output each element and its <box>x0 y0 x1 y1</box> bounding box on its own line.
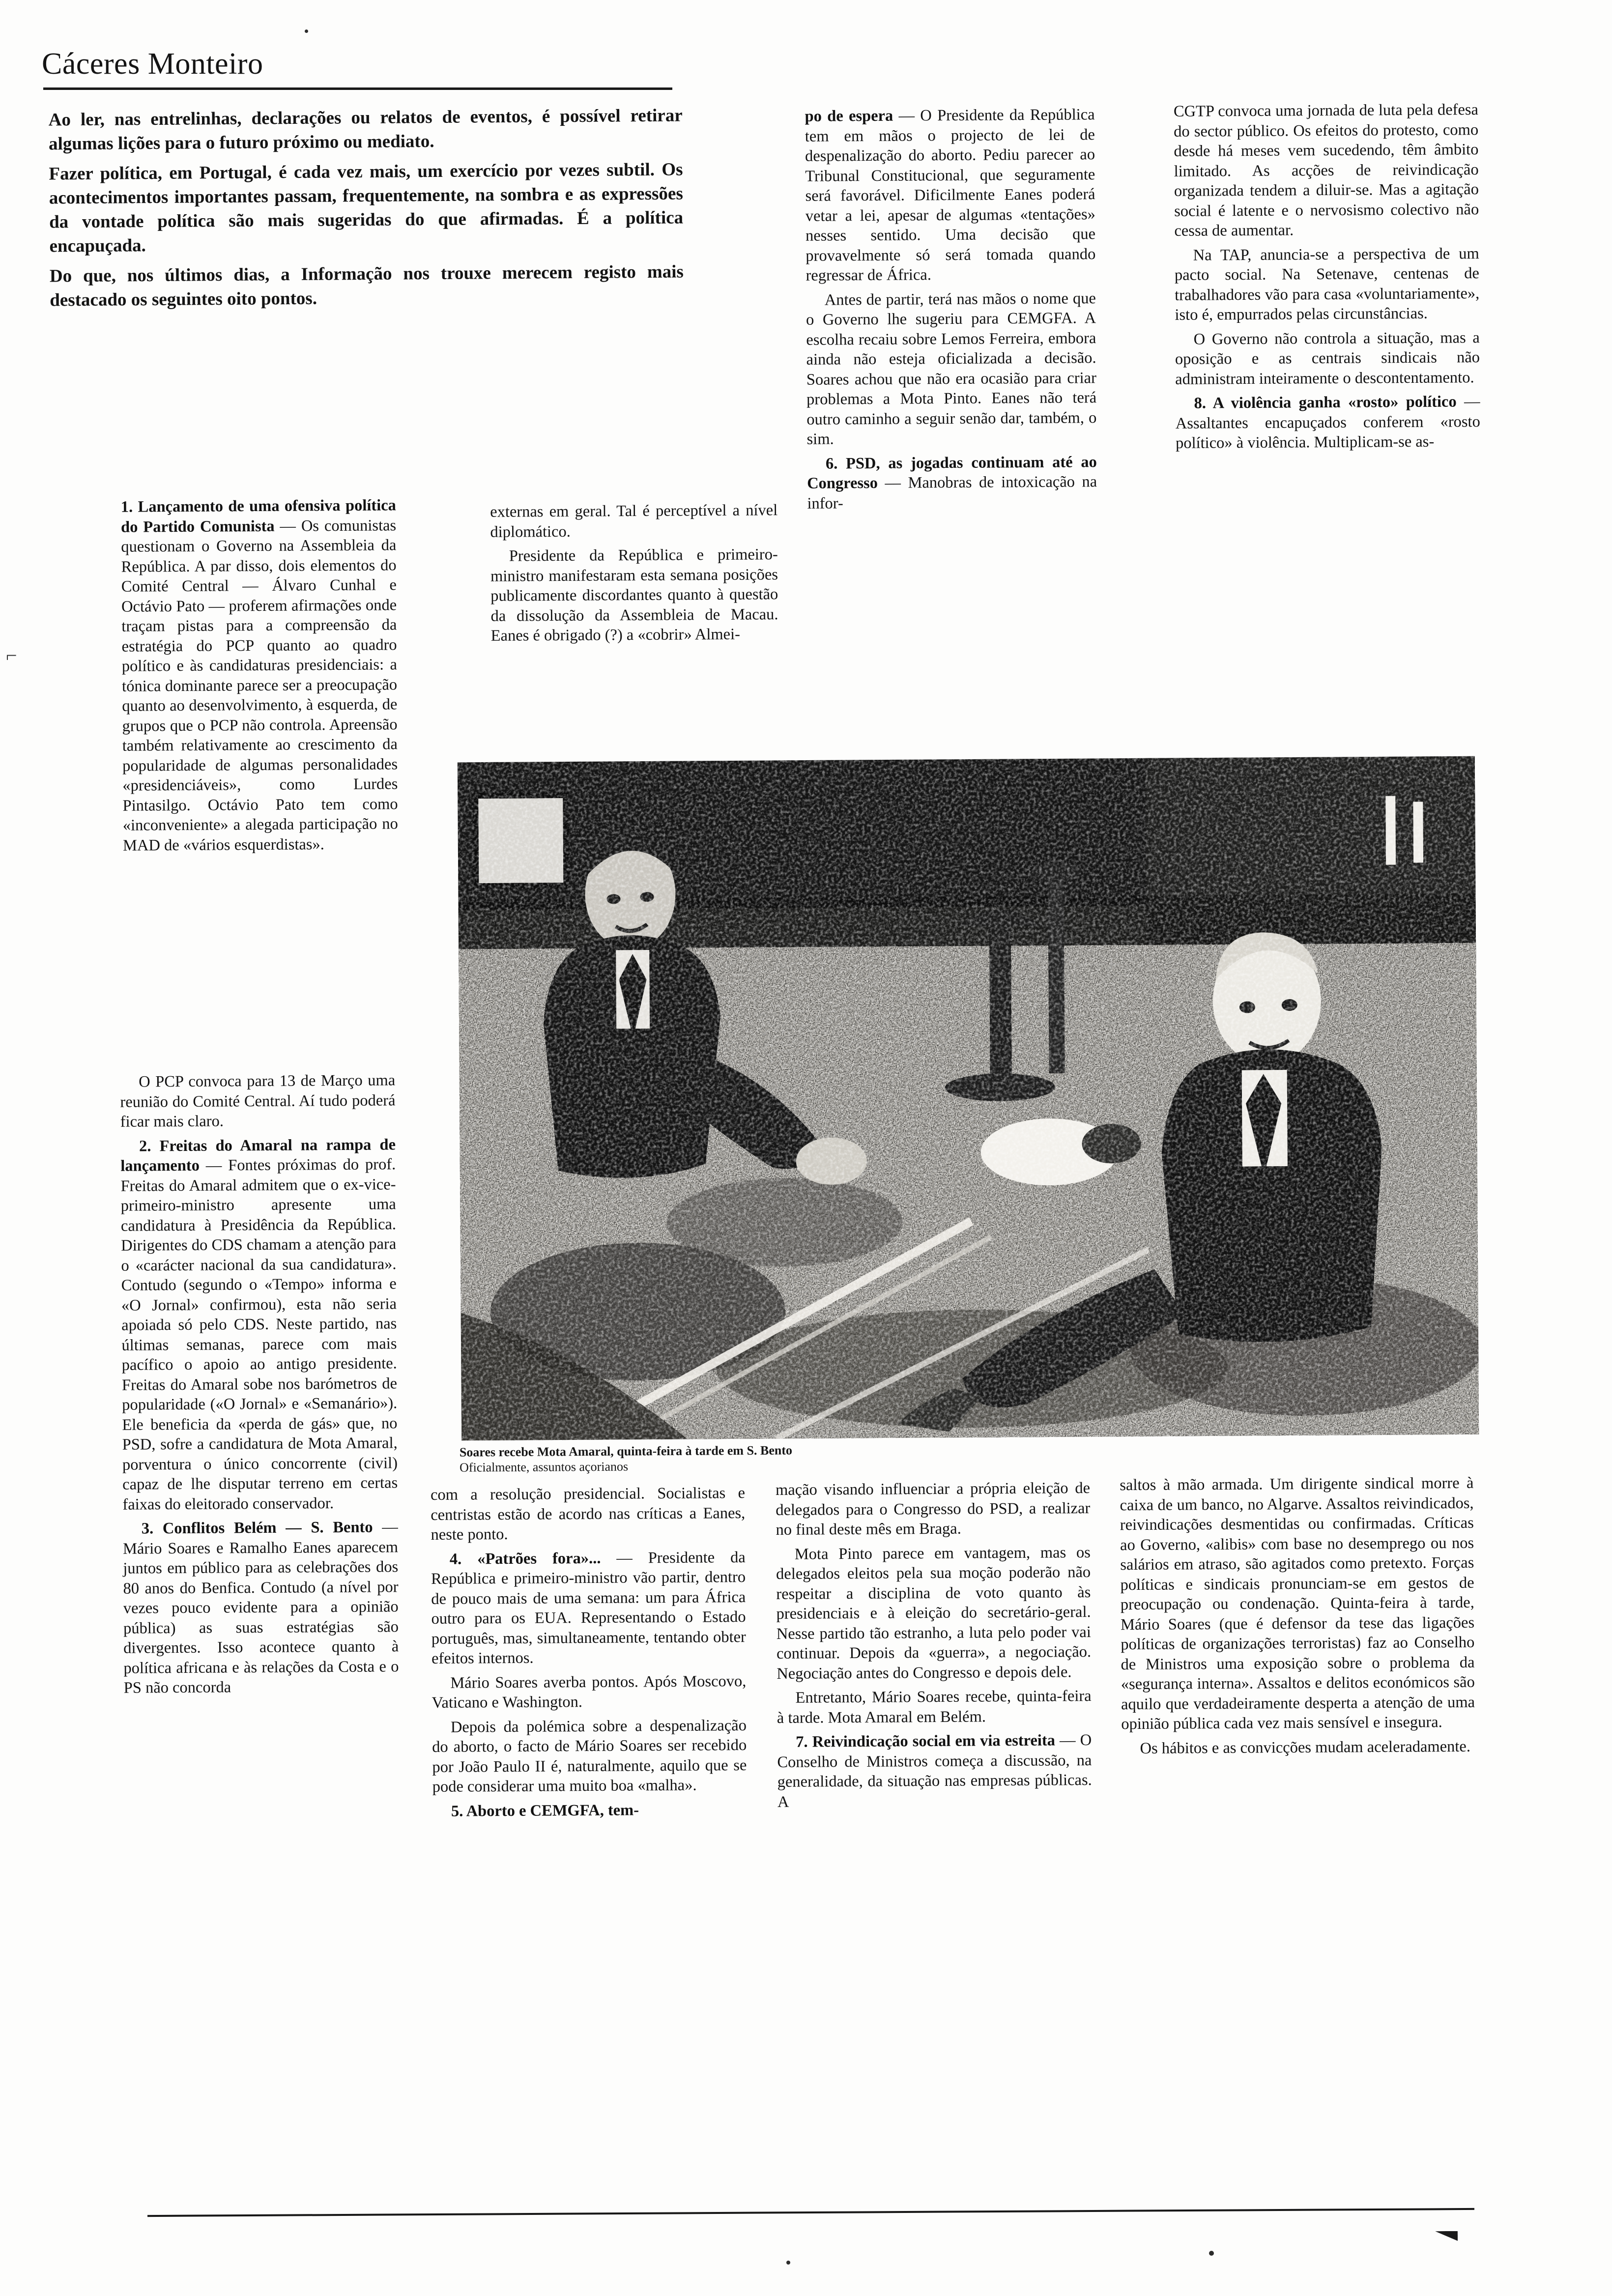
paragraph-text: Na TAP, anuncia-se a perspectiva de um pacto social. Na Setenave, centenas de trabalhadores vão para casa «voluntariamente», isto é, empurrados pelas circunstâncias. <box>1174 244 1480 324</box>
section-heading: po de espera <box>805 107 893 125</box>
heading-dash: — <box>373 1518 398 1536</box>
heading-dash: — <box>893 107 921 125</box>
lead-paragraph: Do que, nos últimos dias, a Informação nos trouxe merecem registo mais destacado os seguintes oito pontos. <box>49 261 684 311</box>
article-paragraph <box>490 500 777 542</box>
paragraph-text: O Presidente da República tem em mãos o projecto de lei de despenalização do aborto. Pediu parecer ao Tribunal Constitucional, que seguramente será favorável. Dificilmente Eanes poderá vetar a lei, apesar de algumas «tentações» nesses sentido. Uma decisão que provavelmente só será tomada quando regressar de África. <box>805 106 1096 285</box>
section-heading: 8. A violência ganha «rosto» político <box>1194 393 1457 412</box>
heading-dash: — <box>199 1156 229 1175</box>
article-paragraph <box>1174 100 1479 241</box>
article-paragraph <box>121 495 398 855</box>
paragraph-text: Mário Soares e Ramalho Eanes aparecem juntos em público para as celebrações dos 80 anos do Benfica. Contudo (a nível por vezes pouco evidente para a opinião pública) as suas estratégias são divergentes. Isso acontece quanto à política africana e às relações da Costa e o PS não concorda <box>122 1538 399 1697</box>
lead-paragraph: Fazer política, em Portugal, é cada vez mais, um exercício por vezes subtil. Os acontecimentos importantes passam, frequentemente, na sombra e as expressões da vontade política são mais sugeridas do que afirmadas. É a política encapuçada. <box>49 159 684 257</box>
paragraph-text: com a resolução presidencial. Socialistas e centristas estão de acordo nas críticas a Eanes, neste ponto. <box>430 1484 746 1544</box>
column-3-upper <box>805 105 1097 518</box>
paragraph-text: Assaltantes encapuçados conferem «rosto político» à violência. Multiplicam-se as- <box>1175 412 1480 452</box>
article-paragraph <box>806 288 1097 450</box>
article-paragraph <box>777 1686 1092 1728</box>
section-heading: 3. Conflitos Belém — S. Bento <box>141 1518 373 1538</box>
paragraph-text: Antes de partir, terá nas mãos o nome que o Governo lhe sugeriu para CEMGFA. A escolha recaiu sobre Lemos Ferreira, embora ainda não esteja oficializada a decisão. Soares achou que não era ocasião para criar problemas a Mota Pinto. Eanes não terá outro caminho a seguir senão dar, também, o sim. <box>806 289 1097 448</box>
paragraph-text: Fontes próximas do prof. Freitas do Amaral admitem que o ex-vice-primeiro-ministro apresente uma candidatura à Presidência da República. Dirigentes do CDS chamam a atenção para o «carácter nacional da sua candidatura». Contudo (segundo o «Tempo» informa e «O Jornal» confirmou), esta não seria apoiada só pelo CDS. Neste partido, nas últimas semanas, parece com mais pacífico o apoio ao antigo presidente. Freitas do Amaral sobe nos barómetros de popularidade («O Jornal» e «Semanário»). Ele beneficia da «perda de gás» que, no PSD, sofre a candidatura de Mota Amaral, porventura o único concorrente (civil) capaz de lhe disputar terreno em certas faixas do eleitorado conservador. <box>120 1155 398 1514</box>
article-paragraph <box>777 1730 1092 1812</box>
article-paragraph <box>805 105 1095 286</box>
paragraph-text: Entretanto, Mário Soares recebe, quinta-feira à tarde. Mota Amaral em Belém. <box>777 1687 1092 1727</box>
column-3-lower <box>776 1478 1092 1816</box>
paragraph-text: Mota Pinto parece em vantagem, mas os delegados eleitos pela sua moção poderão não respeitar a disciplina de voto quanto às presidenciais e à eleição do secretário-geral. Nesse partido tão estranho, a luta pelo poder vai continuar. Depois da «guerra», a negociação. Negociação antes do Congresso e depois dele. <box>776 1543 1092 1683</box>
column-1-lower <box>120 1070 399 1702</box>
article-paragraph <box>432 1800 747 1821</box>
section-heading: 2. Freitas do Amaral na rampa de lançamento <box>120 1135 396 1175</box>
article-byline: Cáceres Monteiro <box>42 47 263 81</box>
paragraph-text: Depois da polémica sobre a despenalização do aborto, o facto de Mário Soares ser recebido por João Paulo II é, naturalmente, aquilo que se pode considerar uma muito boa «malha». <box>432 1716 747 1796</box>
column-1-upper <box>121 495 398 860</box>
byline-rule <box>43 87 672 90</box>
article-paragraph <box>432 1716 747 1797</box>
paragraph-text: Os hábitos e as convicções mudam aceleradamente. <box>1140 1737 1471 1757</box>
paragraph-text: O Conselho de Ministros começa a discussão, na generalidade, da situação nas empresas públicas. A <box>777 1731 1092 1811</box>
article-paragraph <box>1121 1736 1475 1758</box>
article-paragraph <box>1175 392 1480 453</box>
article-photo <box>458 756 1479 1441</box>
heading-dash: — <box>1456 393 1480 411</box>
article-paragraph <box>120 1135 398 1515</box>
scan-speck <box>786 2261 790 2265</box>
section-heading: 4. «Patrões fora»... <box>449 1549 601 1568</box>
column-4-upper <box>1174 100 1480 458</box>
photo-caption <box>460 1440 1197 1475</box>
article-paragraph <box>807 452 1097 514</box>
scan-speck <box>305 29 308 33</box>
heading-dash: — <box>601 1549 648 1567</box>
heading-dash: — <box>1055 1731 1080 1750</box>
photo-image <box>458 756 1479 1441</box>
heading-dash: — <box>274 517 301 535</box>
section-heading: 6. PSD, as jogadas continuam até ao Congresso <box>807 453 1097 492</box>
section-heading: 1. Lançamento de uma ofensiva política do Partido Comunista <box>120 496 396 536</box>
paragraph-text: Os comunistas questionam o Governo na Assembleia da República. A par disso, dois elementos do Comité Central — Álvaro Cunhal e Octávio Pato — proferem afirmações onde traçam pistas para a compreensão da estratégia do PCP quanto ao quadro político e às candidaturas presidenciais: a tónica dominante parece ser a preocupação quanto ao desenvolvimento, à esquerda, de grupos que o PCP não controla. Apreensão também relativamente ao crescimento da popularidade de algumas personalidades «presidenciáveis», como Lurdes Pintasilgo. Octávio Pato tem como «inconveniente» a alegada participação no MAD de «vários esquerdistas». <box>121 516 398 855</box>
paragraph-text: externas em geral. Tal é perceptível a nível diplomático. <box>490 501 778 541</box>
photo-caption-sub: Oficialmente, assuntos açorianos <box>460 1459 629 1475</box>
paragraph-text: CGTP convoca uma jornada de luta pela defesa do sector público. Os efeitos do protesto, como desde há meses vem sucedendo, têm âmbito limitado. As acções de reivindicação organizada tendem a diluir-se. Mas a agitação social é latente e o nervosismo colectivo não cessa de aumentar. <box>1173 101 1479 240</box>
article-paragraph <box>432 1671 746 1713</box>
section-heading: 7. Reivindicação social em via estreita <box>796 1731 1056 1751</box>
article-paragraph <box>490 545 778 646</box>
margin-tick: ⌐ <box>6 644 17 666</box>
article-paragraph <box>123 1517 399 1698</box>
column-2-upper <box>490 500 778 650</box>
article-paragraph <box>776 1478 1091 1540</box>
lead-paragraph-block <box>49 104 684 318</box>
article-paragraph <box>1120 1473 1475 1734</box>
article-paragraph <box>431 1483 746 1545</box>
paragraph-text: mação visando influenciar a própria eleição de delegados para o Congresso do PSD, a realizar no final deste mês em Braga. <box>775 1479 1091 1539</box>
paragraph-text: Presidente da República e primeiro-ministro vão partir, dentro de pouco mais de uma semana: um para África outro para os EUA. Representando o Estado português, mas, simultaneamente, tentando obter efeitos internos. <box>431 1548 746 1667</box>
paragraph-text: Presidente da República e primeiro-ministro manifestaram esta semana posições publicamente discordantes quanto à questão da dissolução da Assembleia de Macau. Eanes é obrigado (?) a «cobrir» Almei- <box>490 545 778 645</box>
article-paragraph <box>1175 328 1480 389</box>
paragraph-text: Mário Soares averba pontos. Após Moscovo, Vaticano e Washington. <box>432 1672 747 1712</box>
article-paragraph <box>120 1070 396 1132</box>
heading-dash: — <box>877 474 908 492</box>
article-paragraph <box>776 1543 1092 1684</box>
photo-caption-main: Soares recebe Mota Amaral, quinta-feira à tarde em S. Bento <box>459 1443 793 1460</box>
scan-speck <box>1209 2251 1214 2256</box>
paragraph-text: O PCP convoca para 13 de Março uma reunião do Comité Central. Aí tudo poderá ficar mais claro. <box>120 1071 396 1131</box>
paragraph-text: Manobras de intoxicação na infor- <box>807 473 1097 513</box>
article-paragraph <box>431 1548 746 1669</box>
column-4-lower <box>1120 1473 1475 1763</box>
paragraph-text: O Governo não controla a situação, mas a oposição e as centrais sindicais não administram inteiramente o descontentamento. <box>1175 328 1480 388</box>
article-paragraph <box>1175 244 1480 325</box>
paragraph-text: saltos à mão armada. Um dirigente sindical morre à caixa de um banco, no Algarve. Assaltos reivindicados, reivindicações desmentidas ou confirmadas. Críticas ao Governo, «alibis» com base no desemprego ou nos salários em atraso, são agitados como pretexto. Forças políticas e sindicais pronunciam-se em gestos de preocupação ou condenação. Quinta-feira à tarde, Mário Soares (que é defensor da tese das ligações políticas de organizações terroristas) faz ao Conselho de Ministros uma exposição sobre o problema da «segurança interna». Assaltos e delitos económicos são aquilo que verdadeiramente desperta a atenção de uma opinião pública cada vez mais sensível e insegura. <box>1120 1474 1475 1733</box>
section-heading: 5. Aborto e CEMGFA, tem- <box>451 1801 639 1820</box>
lead-paragraph: Ao ler, nas entrelinhas, declarações ou relatos de eventos, é possível retirar algumas lições para o futuro próximo ou mediato. <box>48 105 683 154</box>
column-2-lower <box>431 1483 747 1826</box>
